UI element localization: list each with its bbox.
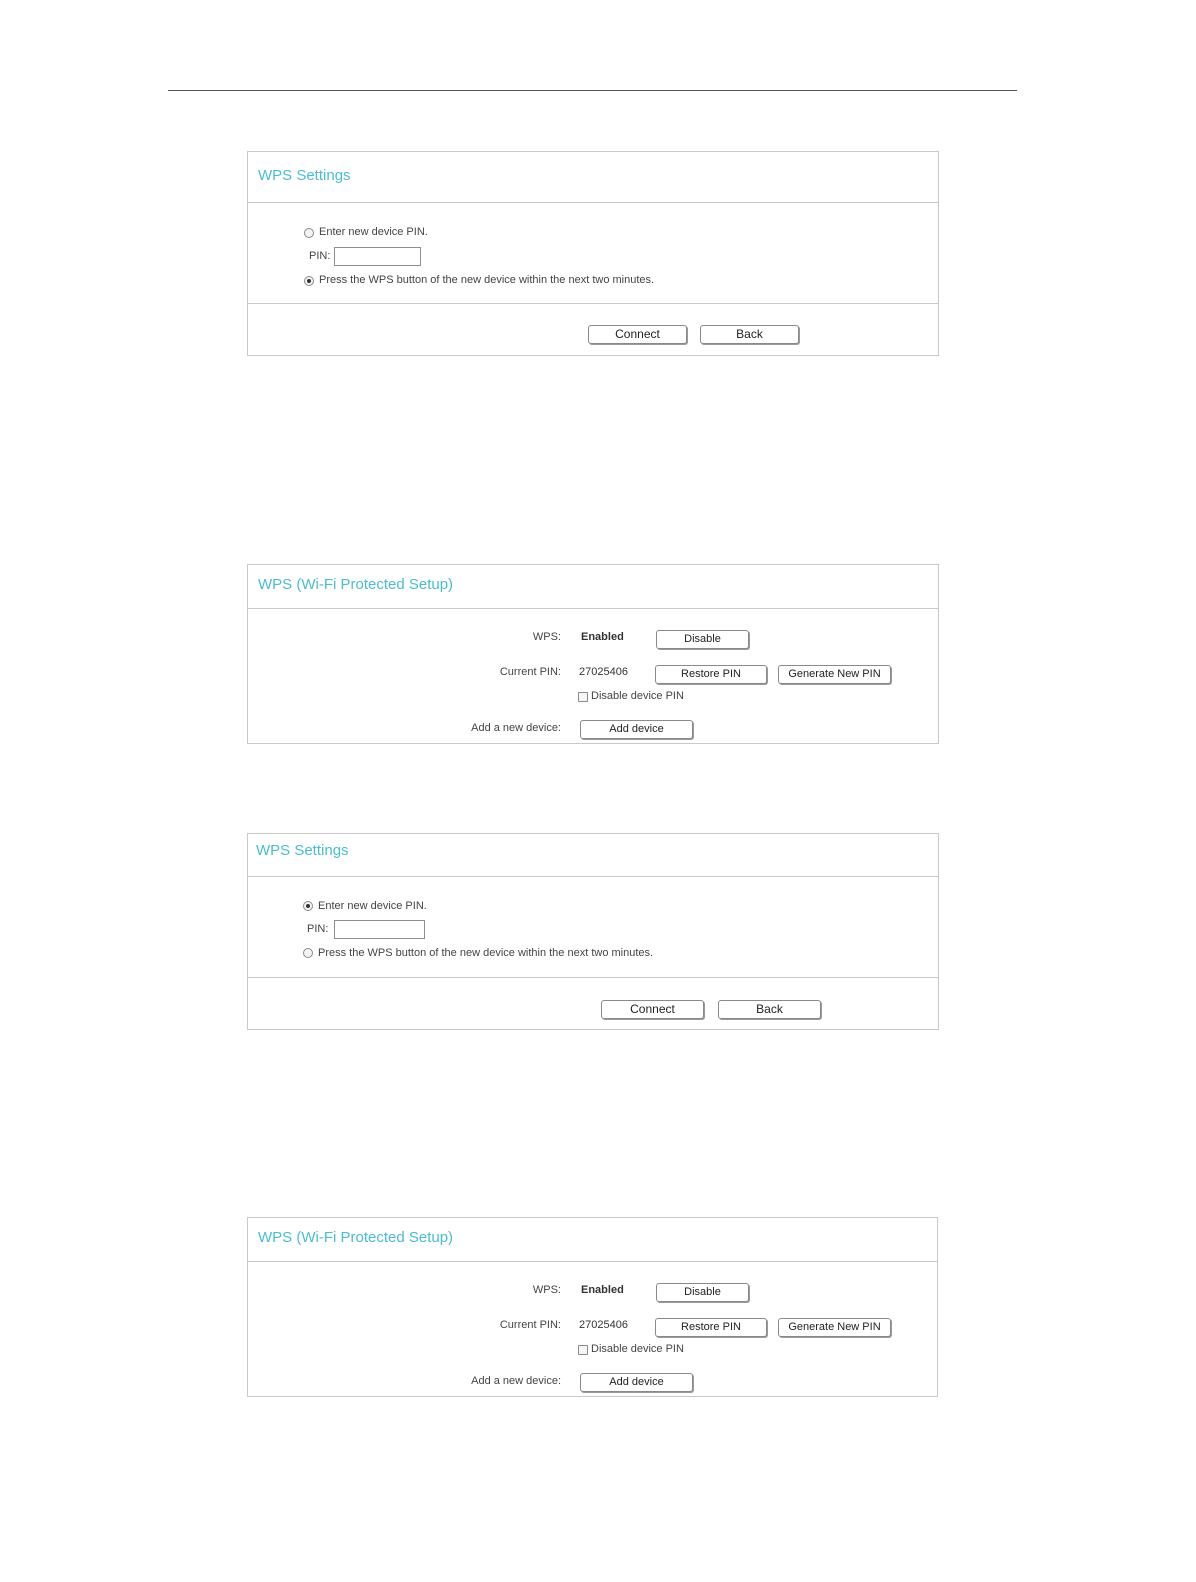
restore-pin-button[interactable]: Restore PIN (655, 1318, 767, 1337)
disable-wps-button[interactable]: Disable (656, 1283, 749, 1302)
panel-footer (248, 303, 938, 355)
back-button[interactable]: Back (718, 1000, 821, 1019)
pin-input[interactable] (334, 247, 421, 266)
add-device-button[interactable]: Add device (580, 720, 693, 739)
push-button-radio[interactable] (303, 948, 313, 958)
disable-device-pin-label: Disable device PIN (591, 1343, 684, 1355)
wps-status: Enabled (581, 1284, 624, 1296)
generate-new-pin-button[interactable]: Generate New PIN (778, 665, 891, 684)
panel-header (248, 152, 938, 203)
enter-pin-radio[interactable] (303, 901, 313, 911)
push-button-radio[interactable] (304, 276, 314, 286)
panel-title: WPS (Wi-Fi Protected Setup) (258, 1229, 454, 1246)
panel-header (248, 565, 938, 609)
current-pin-value: 27025406 (579, 666, 628, 678)
page-header-rule (168, 90, 1017, 91)
add-device-label: Add a new device: (471, 722, 561, 734)
restore-pin-button[interactable]: Restore PIN (655, 665, 767, 684)
push-button-label: Press the WPS button of the new device within the next two minutes. (318, 947, 654, 959)
current-pin-label: Current PIN: (499, 1319, 561, 1331)
wps-setup-panel-2 (247, 1217, 938, 1397)
enter-pin-label: Enter new device PIN. (318, 900, 427, 912)
panel-title: WPS (Wi-Fi Protected Setup) (258, 576, 454, 593)
connect-button[interactable]: Connect (588, 325, 687, 344)
wps-settings-panel-1 (247, 151, 939, 356)
disable-wps-button[interactable]: Disable (656, 630, 749, 649)
enter-pin-label: Enter new device PIN. (319, 226, 428, 238)
back-button[interactable]: Back (700, 325, 799, 344)
wps-label: WPS: (532, 1284, 561, 1296)
push-button-label: Press the WPS button of the new device within the next two minutes. (319, 274, 655, 286)
panel-footer (248, 977, 938, 1029)
panel-title: WPS Settings (258, 167, 351, 184)
pin-label: PIN: (309, 250, 331, 262)
generate-new-pin-button[interactable]: Generate New PIN (778, 1318, 891, 1337)
enter-pin-radio[interactable] (304, 228, 314, 238)
disable-device-pin-checkbox[interactable] (578, 1345, 588, 1355)
add-device-label: Add a new device: (471, 1375, 561, 1387)
current-pin-label: Current PIN: (499, 666, 561, 678)
wps-settings-panel-2 (247, 833, 939, 1030)
wps-label: WPS: (532, 631, 561, 643)
panel-header (248, 834, 938, 877)
connect-button[interactable]: Connect (601, 1000, 704, 1019)
panel-header (248, 1218, 937, 1262)
wps-setup-panel-1 (247, 564, 939, 744)
wps-status: Enabled (581, 631, 624, 643)
current-pin-value: 27025406 (579, 1319, 628, 1331)
disable-device-pin-checkbox[interactable] (578, 692, 588, 702)
panel-title: WPS Settings (256, 842, 349, 859)
pin-input[interactable] (334, 920, 425, 939)
disable-device-pin-label: Disable device PIN (591, 690, 684, 702)
pin-label: PIN: (307, 923, 329, 935)
add-device-button[interactable]: Add device (580, 1373, 693, 1392)
